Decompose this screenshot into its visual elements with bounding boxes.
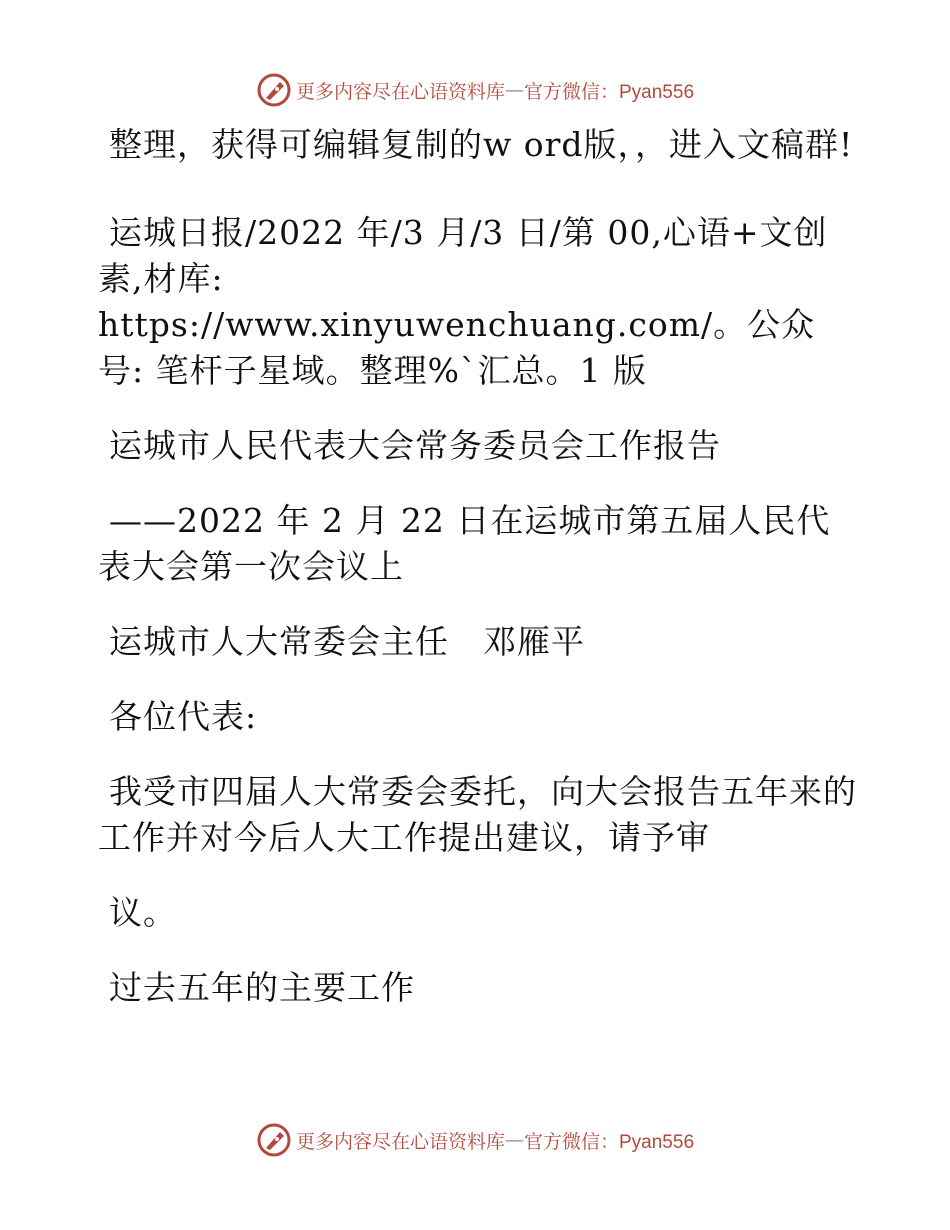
header-banner (0, 70, 950, 110)
paragraph: 议。 (109, 893, 177, 932)
document-subtitle: ——2022 年 2 月 22 日在运城市第五届人民代表大会第一次会议上 (98, 501, 831, 586)
banner-text: 更多内容尽在心语资料库 (295, 1130, 505, 1153)
paragraph: 整理，获得可编辑复制的w ord版，，进入文稿群! (109, 125, 854, 164)
banner-separator: — (505, 1129, 524, 1151)
banner-text: 更多内容尽在心语资料库 (295, 80, 505, 103)
footer-banner (0, 1120, 950, 1160)
pen-nib-logo-icon (256, 1122, 292, 1158)
document-title: 运城市人民代表大会常务委员会工作报告 (109, 426, 721, 465)
salutation: 各位代表: (109, 697, 258, 736)
paragraph: 运城日报/2022 年/3 月/3 日/第 00,心语+文创素,材库: https://www.xinyuwenchuang.com/。公众号: 笔杆子星域。整理%`汇总。1 版 (98, 213, 828, 390)
banner-wechat: 官方微信：Pyan556 (524, 1131, 695, 1153)
banner-separator: — (505, 79, 524, 101)
paragraph: 我受市四届人大常委会委托，向大会报告五年来的工作并对今后人大工作提出建议，请予审 (98, 772, 857, 857)
author-line: 运城市人大常委会主任 邓雁平 (109, 622, 585, 661)
section-heading: 过去五年的主要工作 (109, 968, 415, 1007)
document-body (98, 122, 858, 1011)
pen-nib-logo-icon (256, 72, 292, 108)
banner-wechat: 官方微信：Pyan556 (524, 81, 695, 103)
